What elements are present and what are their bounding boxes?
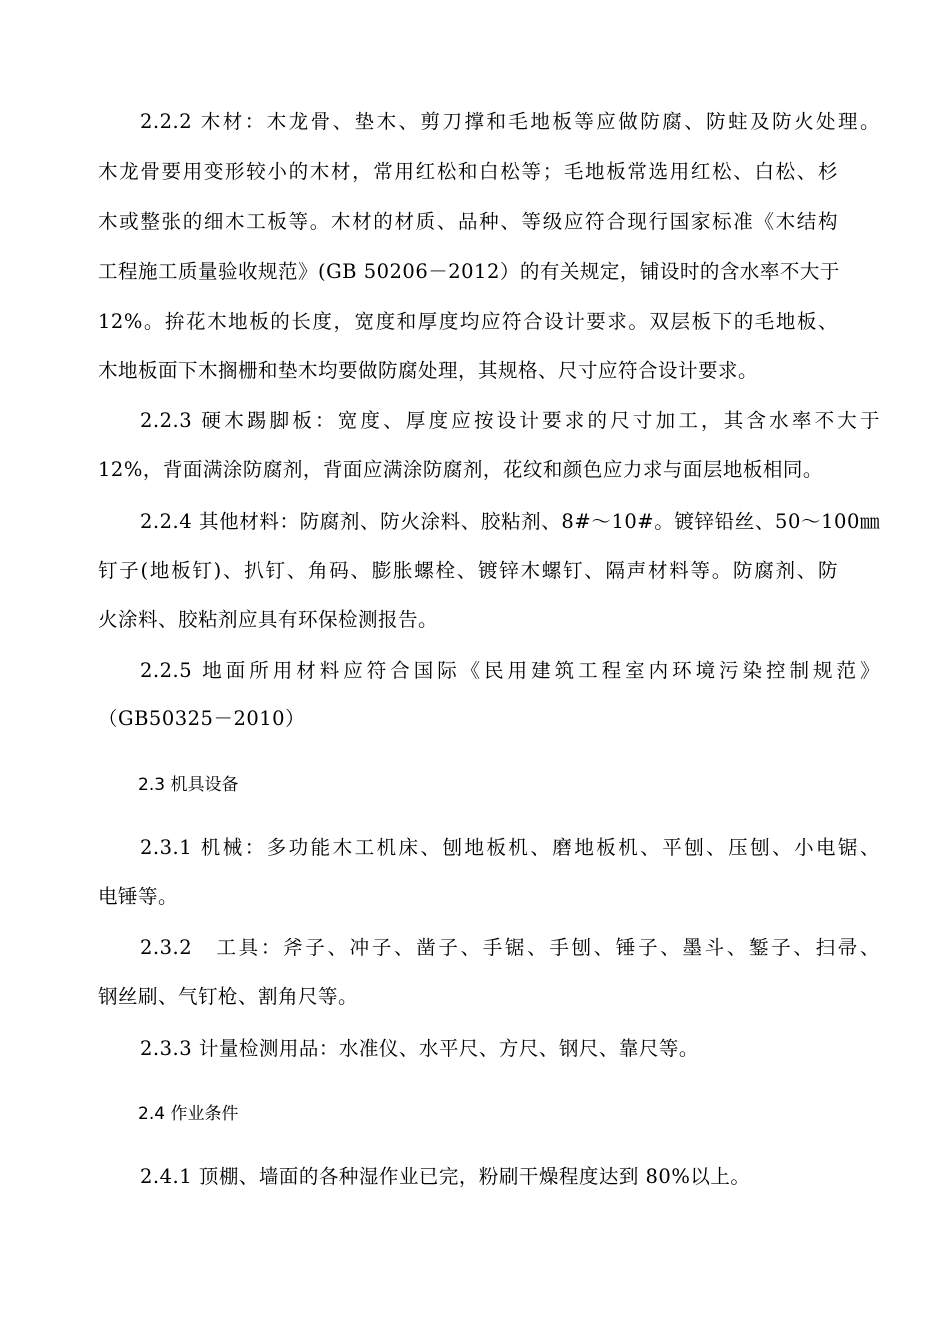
paragraph-line: 12%。拚花木地板的长度，宽度和厚度均应符合设计要求。双层板下的毛地板、 bbox=[98, 310, 838, 333]
paragraph-line: 2.4.1 顶棚、墙面的各种湿作业已完，粉刷干燥程度达到 80%以上。 bbox=[140, 1165, 751, 1188]
paragraph-line: （GB50325－2010） bbox=[98, 707, 306, 730]
paragraph-line: 12%，背面满涂防腐剂，背面应满涂防腐剂，花纹和颜色应力求与面层地板相同。 bbox=[98, 458, 823, 481]
paragraph-line: 2.2.2 木材：木龙骨、垫木、剪刀撑和毛地板等应做防腐、防蛀及防火处理。 bbox=[140, 110, 880, 133]
paragraph-line: 2.2.4 其他材料：防腐剂、防火涂料、胶粘剂、8#～10#。镀锌铅丝、50～100㎜ bbox=[140, 510, 880, 533]
paragraph-line: 2.2.3 硬木踢脚板：宽度、厚度应按设计要求的尺寸加工，其含水率不大于 bbox=[140, 409, 880, 432]
paragraph-line: 火涂料、胶粘剂应具有环保检测报告。 bbox=[98, 608, 439, 631]
paragraph-line: 2.3.1 机械：多功能木工机床、刨地板机、磨地板机、平刨、压刨、小电锯、 bbox=[140, 836, 880, 859]
paragraph-line: 木龙骨要用变形较小的木材，常用红松和白松等；毛地板常选用红松、白松、杉 bbox=[98, 160, 838, 183]
paragraph-line: 2.3.2 工具：斧子、冲子、凿子、手锯、手刨、锤子、墨斗、錾子、扫帚、 bbox=[140, 936, 880, 959]
paragraph-line: 钉子(地板钉)、扒钉、角码、膨胀螺栓、镀锌木螺钉、隔声材料等。防腐剂、防 bbox=[98, 559, 838, 582]
paragraph-line: 2.2.5 地面所用材料应符合国际《民用建筑工程室内环境污染控制规范》 bbox=[140, 659, 880, 682]
paragraph-line: 钢丝刷、气钉枪、割角尺等。 bbox=[98, 985, 359, 1008]
paragraph-line: 工程施工质量验收规范》(GB 50206－2012）的有关规定，铺设时的含水率不大于 bbox=[98, 260, 840, 283]
paragraph-line: 电锤等。 bbox=[98, 885, 179, 908]
section-heading-2-3: 2.3 机具设备 bbox=[138, 775, 239, 795]
paragraph-line: 木或整张的细木工板等。木材的材质、品种、等级应符合现行国家标准《木结构 bbox=[98, 210, 838, 233]
paragraph-line: 2.3.3 计量检测用品：水准仪、水平尺、方尺、钢尺、靠尺等。 bbox=[140, 1037, 699, 1060]
section-heading-2-4: 2.4 作业条件 bbox=[138, 1104, 239, 1124]
paragraph-line: 木地板面下木搁栅和垫木均要做防腐处理，其规格、尺寸应符合设计要求。 bbox=[98, 359, 759, 382]
